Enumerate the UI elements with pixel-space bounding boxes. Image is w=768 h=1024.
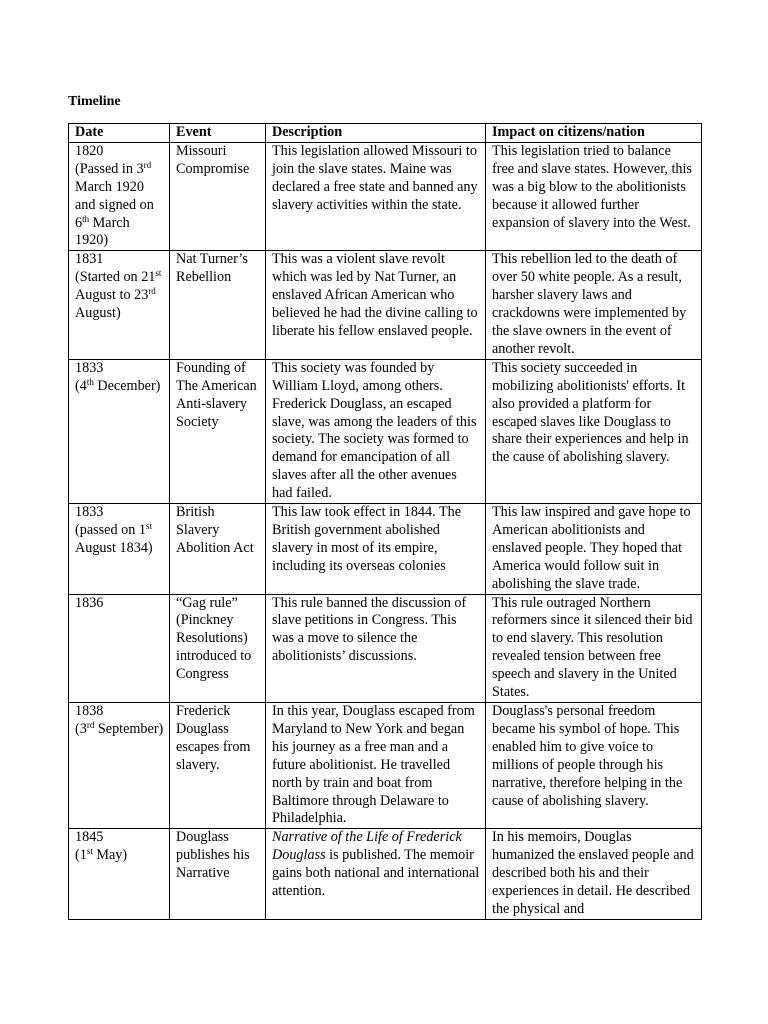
- timeline-table: [68, 123, 702, 920]
- impact-cell: This legislation tried to balance free and slave states. However, this was a big blow to the abolitionists because it allowed further expansion of slavery into the West.: [486, 142, 702, 250]
- impact-cell: This law inspired and gave hope to American abolitionists and enslaved people. They hoped that America would follow suit in abolishing the slave trade.: [486, 504, 702, 595]
- table-row: [69, 359, 702, 503]
- date-year: 1833: [75, 359, 104, 376]
- description-cell: In this year, Douglass escaped from Maryland to New York and began his journey as a free man and a future abolitionist. He travelled north by train and boat from Baltimore through Delaware to Philadelphia.: [266, 703, 486, 829]
- date-year: 1833: [75, 504, 104, 521]
- date-year: 1820: [75, 142, 104, 159]
- impact-cell: In his memoirs, Douglas humanized the enslaved people and described both his and their experiences in detail. He described the physical and: [486, 829, 702, 920]
- event-cell: Douglass publishes his Narrative: [170, 829, 266, 920]
- table-row: [69, 504, 702, 595]
- date-cell: [69, 703, 170, 829]
- event-cell: “Gag rule” (Pinckney Resolutions) introduced to Congress: [170, 594, 266, 702]
- description-cell: This rule banned the discussion of slave petitions in Congress. This was a move to silence the abolitionists’ discussions.: [266, 594, 486, 702]
- column-header-impact: Impact on citizens/nation: [486, 124, 702, 143]
- column-header-description: Description: [266, 124, 486, 143]
- event-cell: Nat Turner’s Rebellion: [170, 251, 266, 359]
- event-cell: Frederick Douglass escapes from slavery.: [170, 703, 266, 829]
- table-header-row: [69, 124, 702, 143]
- impact-cell: Douglass's personal freedom became his symbol of hope. This enabled him to give voice to millions of people through his narrative, therefore helping in the cause of abolishing slavery.: [486, 703, 702, 829]
- event-cell: Missouri Compromise: [170, 142, 266, 250]
- date-year: 1831: [75, 251, 104, 268]
- date-cell: [69, 829, 170, 920]
- date-cell: [69, 142, 170, 250]
- book-title: Narrative of the Life of Frederick Douglass: [272, 829, 462, 864]
- table-row: [69, 594, 702, 702]
- event-cell: British Slavery Abolition Act: [170, 504, 266, 595]
- date-cell: [69, 594, 170, 702]
- table-row: [69, 251, 702, 359]
- description-cell: This society was founded by William Lloyd, among others. Frederick Douglass, an escaped slave, was among the leaders of this society. The society was formed to demand for emancipation of all slaves after all the other avenues had failed.: [266, 359, 486, 503]
- date-cell: [69, 359, 170, 503]
- table-row: [69, 829, 702, 920]
- description-cell: This law took effect in 1844. The British government abolished slavery in most of its empire, including its overseas colonies: [266, 504, 486, 595]
- date-cell: [69, 251, 170, 359]
- impact-cell: This rebellion led to the death of over 50 white people. As a result, harsher slavery laws and crackdowns were implemented by the slave owners in the event of another revolt.: [486, 251, 702, 359]
- date-detail: (3rd September): [75, 719, 164, 737]
- date-detail: (Started on 21st August to 23rd August): [75, 268, 162, 322]
- date-cell: [69, 504, 170, 595]
- date-detail: (passed on 1st August 1834): [75, 520, 153, 556]
- impact-cell: This rule outraged Northern reformers since it silenced their bid to end slavery. This resolution revealed tension between free speech and slavery in the United States.: [486, 594, 702, 702]
- table-row: [69, 142, 702, 250]
- description-cell: Narrative of the Life of Frederick Douglass is published. The memoir gains both national and international attention.: [266, 829, 486, 920]
- date-year: 1838: [75, 703, 104, 719]
- page-title: Timeline: [68, 94, 121, 109]
- impact-cell: This society succeeded in mobilizing abolitionists' efforts. It also provided a platform for escaped slaves like Douglass to share their experiences and help in the cause of abolishing slavery.: [486, 359, 702, 503]
- date-detail: (4th December): [75, 376, 161, 394]
- column-header-date: Date: [69, 124, 170, 143]
- date-year: 1845: [75, 829, 104, 846]
- table-row: [69, 703, 702, 829]
- date-detail: (1st May): [75, 846, 128, 864]
- column-header-event: Event: [170, 124, 266, 143]
- date-year: 1836: [75, 594, 104, 611]
- date-detail: (Passed in 3rd March 1920 and signed on 6th March 1920): [75, 159, 154, 249]
- description-cell: This was a violent slave revolt which was led by Nat Turner, an enslaved African American who believed he had the divine calling to liberate his fellow enslaved people.: [266, 251, 486, 359]
- description-cell: This legislation allowed Missouri to join the slave states. Maine was declared a free state and banned any slavery activities within the state.: [266, 142, 486, 250]
- event-cell: Founding of The American Anti-slavery Society: [170, 359, 266, 503]
